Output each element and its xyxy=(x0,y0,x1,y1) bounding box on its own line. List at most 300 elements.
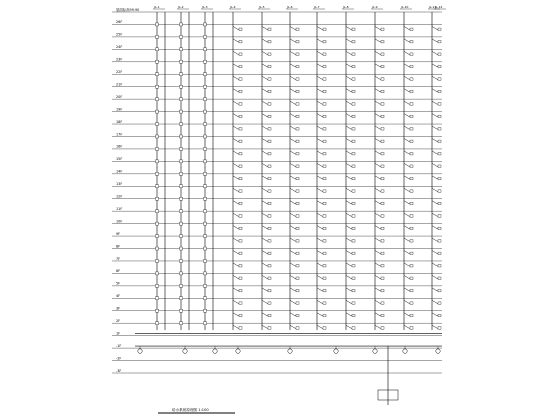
valve-icon xyxy=(438,165,441,167)
riser-tag: JL-10 xyxy=(401,5,409,9)
water-meter-icon xyxy=(180,284,183,287)
valve-icon xyxy=(323,252,326,254)
valve-icon xyxy=(323,202,326,204)
valve-icon xyxy=(239,177,242,179)
water-meter-icon xyxy=(204,284,207,287)
valve-icon xyxy=(410,265,413,267)
water-meter-icon xyxy=(156,123,159,126)
valve-icon xyxy=(268,65,271,67)
riser-tag: JL-2 xyxy=(178,5,184,9)
valve-icon xyxy=(410,277,413,279)
valve-icon xyxy=(296,128,299,130)
valve-icon xyxy=(381,277,384,279)
water-meter-icon xyxy=(156,85,159,88)
floor-label: 5F xyxy=(116,281,121,286)
valve-icon xyxy=(410,314,413,316)
floor-label: 10F xyxy=(116,219,123,224)
valve-icon xyxy=(410,53,413,55)
floor-label: 15F xyxy=(116,157,123,162)
valve-icon xyxy=(410,227,413,229)
valve-icon xyxy=(381,289,384,291)
valve-icon xyxy=(296,78,299,80)
valve-icon xyxy=(268,240,271,242)
floor-label: 1F xyxy=(116,331,121,336)
valve-icon xyxy=(296,153,299,155)
valve-icon xyxy=(239,215,242,217)
valve-icon xyxy=(410,128,413,130)
valve-icon xyxy=(268,302,271,304)
valve-icon xyxy=(410,65,413,67)
valve-icon xyxy=(323,140,326,142)
valve-icon xyxy=(410,28,413,30)
valve-icon xyxy=(323,128,326,130)
valve-icon xyxy=(268,215,271,217)
riser-tag: JL-8 xyxy=(343,5,349,9)
valve-icon xyxy=(268,53,271,55)
floor-label: -2F xyxy=(116,356,122,361)
valve-icon xyxy=(296,240,299,242)
valve-icon xyxy=(438,289,441,291)
water-meter-icon xyxy=(180,297,183,300)
valve-icon xyxy=(438,302,441,304)
valve-icon xyxy=(352,165,355,167)
water-meter-icon xyxy=(156,60,159,63)
floor-label: 8F xyxy=(116,244,121,249)
floor-label: 26F xyxy=(116,20,123,25)
valve-icon xyxy=(296,202,299,204)
valve-icon xyxy=(381,314,384,316)
water-meter-icon xyxy=(156,23,159,26)
valve-icon xyxy=(323,103,326,105)
valve-icon xyxy=(381,215,384,217)
valve-icon xyxy=(296,90,299,92)
valve-icon xyxy=(438,327,441,329)
valve-icon xyxy=(268,128,271,130)
valve-icon xyxy=(410,165,413,167)
valve-icon xyxy=(268,277,271,279)
pump-icon xyxy=(236,349,240,353)
water-meter-icon xyxy=(204,222,207,225)
water-meter-icon xyxy=(180,23,183,26)
water-meter-icon xyxy=(156,48,159,51)
valve-icon xyxy=(352,327,355,329)
floor-label: 2F xyxy=(116,319,121,324)
valve-icon xyxy=(239,153,242,155)
water-meter-icon xyxy=(204,247,207,250)
floor-label: -1F xyxy=(116,343,122,348)
valve-icon xyxy=(352,252,355,254)
valve-icon xyxy=(239,190,242,192)
floor-label: 25F xyxy=(116,32,123,37)
water-meter-icon xyxy=(204,185,207,188)
water-meter-icon xyxy=(180,259,183,262)
valve-icon xyxy=(323,28,326,30)
water-meter-icon xyxy=(180,272,183,275)
valve-icon xyxy=(438,140,441,142)
valve-icon xyxy=(438,277,441,279)
water-meter-icon xyxy=(180,85,183,88)
valve-icon xyxy=(381,240,384,242)
water-meter-icon xyxy=(156,135,159,138)
riser-tag: JL-6 xyxy=(287,5,293,9)
valve-icon xyxy=(323,240,326,242)
valve-icon xyxy=(239,40,242,42)
valve-icon xyxy=(352,103,355,105)
valve-icon xyxy=(268,165,271,167)
floor-label: 13F xyxy=(116,182,123,187)
valve-icon xyxy=(296,53,299,55)
valve-icon xyxy=(438,227,441,229)
valve-icon xyxy=(323,65,326,67)
valve-icon xyxy=(296,140,299,142)
risers xyxy=(157,12,432,330)
water-meter-icon xyxy=(156,272,159,275)
valve-icon xyxy=(381,165,384,167)
valve-icon xyxy=(381,327,384,329)
water-meter-icon xyxy=(156,197,159,200)
valve-icon xyxy=(352,115,355,117)
valve-icon xyxy=(352,78,355,80)
water-meter-icon xyxy=(180,222,183,225)
valve-icon xyxy=(352,153,355,155)
valve-icon xyxy=(438,53,441,55)
valve-icon xyxy=(323,53,326,55)
pump-icon xyxy=(183,349,187,353)
valve-icon xyxy=(438,128,441,130)
water-meter-icon xyxy=(180,35,183,38)
floor-label: 3F xyxy=(116,306,121,311)
valve-icon xyxy=(438,78,441,80)
valve-icon xyxy=(381,40,384,42)
valve-icon xyxy=(410,103,413,105)
valve-icon xyxy=(268,90,271,92)
valve-icon xyxy=(352,53,355,55)
valve-icon xyxy=(323,289,326,291)
valve-icon xyxy=(438,90,441,92)
valve-icon xyxy=(352,227,355,229)
valve-icon xyxy=(352,215,355,217)
water-meter-icon xyxy=(156,322,159,325)
water-meter-icon xyxy=(156,147,159,150)
water-meter-icon xyxy=(156,309,159,312)
valve-icon xyxy=(239,90,242,92)
valve-icon xyxy=(352,128,355,130)
valve-icon xyxy=(296,40,299,42)
valve-icon xyxy=(239,78,242,80)
valve-icon xyxy=(352,302,355,304)
water-meter-icon xyxy=(156,73,159,76)
basement-equipment xyxy=(135,334,442,405)
valve-icon xyxy=(410,302,413,304)
valve-icon xyxy=(296,165,299,167)
valve-icon xyxy=(239,115,242,117)
valve-icon xyxy=(239,327,242,329)
valve-icon xyxy=(381,90,384,92)
water-meter-icon xyxy=(204,210,207,213)
pump-icon xyxy=(334,349,338,353)
floor-label: 屋面标高99.90 xyxy=(116,7,140,12)
valve-icon xyxy=(268,28,271,30)
riser-tag: JL-3 xyxy=(202,5,208,9)
valve-icon xyxy=(352,177,355,179)
floor-label: 20F xyxy=(116,94,123,99)
water-meter-icon xyxy=(204,123,207,126)
water-meter-icon xyxy=(156,35,159,38)
valve-icon xyxy=(352,314,355,316)
valve-icon xyxy=(323,265,326,267)
water-meter-icon xyxy=(156,110,159,113)
valve-icon xyxy=(410,240,413,242)
valve-icon xyxy=(410,140,413,142)
valve-icon xyxy=(438,314,441,316)
valve-icon xyxy=(381,190,384,192)
valve-icon xyxy=(296,302,299,304)
valve-icon xyxy=(323,314,326,316)
valve-icon xyxy=(438,115,441,117)
water-meter-icon xyxy=(180,185,183,188)
water-meter-icon xyxy=(156,284,159,287)
valve-icon xyxy=(296,215,299,217)
water-meter-icon xyxy=(204,160,207,163)
valve-icon xyxy=(381,128,384,130)
valve-icon xyxy=(239,140,242,142)
valve-icon xyxy=(438,252,441,254)
valve-icon xyxy=(296,65,299,67)
valve-icon xyxy=(352,240,355,242)
valve-icon xyxy=(323,165,326,167)
floor-label: 17F xyxy=(116,132,123,137)
valve-icon xyxy=(296,265,299,267)
valve-icon xyxy=(381,227,384,229)
valve-icon xyxy=(296,327,299,329)
floor-label: 11F xyxy=(116,206,123,211)
valve-icon xyxy=(323,40,326,42)
valve-icon xyxy=(296,227,299,229)
valve-icon xyxy=(296,252,299,254)
floor-label: 21F xyxy=(116,82,123,87)
valve-icon xyxy=(323,215,326,217)
floor-label: 7F xyxy=(116,256,121,261)
valve-icon xyxy=(239,53,242,55)
valve-icon xyxy=(438,240,441,242)
water-meter-icon xyxy=(204,35,207,38)
valve-icon xyxy=(381,153,384,155)
valve-icon xyxy=(239,65,242,67)
water-meter-icon xyxy=(156,297,159,300)
valve-icon xyxy=(268,115,271,117)
floor-lines xyxy=(112,12,442,373)
valve-icon xyxy=(381,65,384,67)
valve-icon xyxy=(381,115,384,117)
valve-icon xyxy=(352,265,355,267)
valve-icon xyxy=(410,215,413,217)
valve-icon xyxy=(381,302,384,304)
valve-icon xyxy=(381,202,384,204)
valve-icon xyxy=(268,314,271,316)
valve-icon xyxy=(296,277,299,279)
water-meter-icon xyxy=(204,147,207,150)
valve-icon xyxy=(268,140,271,142)
riser-tag: JL-5 xyxy=(259,5,265,9)
water-meter-icon xyxy=(180,322,183,325)
water-meter-icon xyxy=(204,322,207,325)
water-meter-icon xyxy=(156,222,159,225)
valve-icon xyxy=(381,53,384,55)
valve-icon xyxy=(381,103,384,105)
valve-icon xyxy=(352,277,355,279)
valve-icon xyxy=(296,115,299,117)
valve-icon xyxy=(323,327,326,329)
water-meter-icon xyxy=(204,272,207,275)
valve-icon xyxy=(410,78,413,80)
valve-icon xyxy=(438,265,441,267)
valve-icon xyxy=(410,90,413,92)
valve-icon xyxy=(268,327,271,329)
riser-tag: JL-11 xyxy=(429,5,437,9)
water-meter-icon xyxy=(180,160,183,163)
water-meter-icon xyxy=(156,259,159,262)
valve-icon xyxy=(268,78,271,80)
water-meter-icon xyxy=(204,235,207,238)
riser-tags xyxy=(153,5,446,9)
valve-icon xyxy=(239,277,242,279)
floor-label: 9F xyxy=(116,231,121,236)
water-meter-icon xyxy=(156,98,159,101)
water-meter-icon xyxy=(204,259,207,262)
valve-icon xyxy=(323,177,326,179)
floor-label: 23F xyxy=(116,57,123,62)
valve-icon xyxy=(268,252,271,254)
valve-icon xyxy=(268,202,271,204)
water-meter-icon xyxy=(204,297,207,300)
water-meter-icon xyxy=(180,48,183,51)
valve-icon xyxy=(410,289,413,291)
valve-icon xyxy=(239,314,242,316)
water-meter-icon xyxy=(204,73,207,76)
water-meter-icon xyxy=(204,135,207,138)
riser-tag: JL-4 xyxy=(230,5,236,9)
valve-icon xyxy=(438,202,441,204)
valve-icon xyxy=(410,40,413,42)
valve-icon xyxy=(438,215,441,217)
water-meter-icon xyxy=(204,172,207,175)
valve-icon xyxy=(296,28,299,30)
valve-icon xyxy=(239,28,242,30)
valve-icon xyxy=(323,277,326,279)
valve-icon xyxy=(438,28,441,30)
floor-label: 22F xyxy=(116,70,123,75)
riser-tag: JL-9 xyxy=(372,5,378,9)
valve-icon xyxy=(438,40,441,42)
water-meter-icon xyxy=(180,247,183,250)
valve-icon xyxy=(268,265,271,267)
valve-icon xyxy=(268,103,271,105)
valve-icon xyxy=(410,252,413,254)
valve-icon xyxy=(381,177,384,179)
floor-label: 19F xyxy=(116,107,123,112)
floor-label: 12F xyxy=(116,194,123,199)
valve-icon xyxy=(438,177,441,179)
valve-icon xyxy=(381,265,384,267)
water-meter-icon xyxy=(156,185,159,188)
water-meter-icon xyxy=(204,23,207,26)
floor-label: 18F xyxy=(116,119,123,124)
valve-icon xyxy=(323,78,326,80)
water-meter-icon xyxy=(180,73,183,76)
valve-icon xyxy=(296,314,299,316)
valve-icon xyxy=(352,28,355,30)
valve-icon xyxy=(352,140,355,142)
water-meter-icon xyxy=(180,123,183,126)
valve-icon xyxy=(268,40,271,42)
water-meter-icon xyxy=(204,110,207,113)
water-meter-icon xyxy=(180,147,183,150)
valve-icon xyxy=(323,190,326,192)
valve-icon xyxy=(352,65,355,67)
drawing-caption: 给水系统原理图 1:100 xyxy=(172,408,209,412)
valve-icon xyxy=(239,252,242,254)
water-meter-icon xyxy=(180,98,183,101)
pump-icon xyxy=(373,349,377,353)
water-meter-icon xyxy=(156,160,159,163)
valve-icon xyxy=(268,153,271,155)
valve-icon xyxy=(410,327,413,329)
water-meter-icon xyxy=(204,197,207,200)
water-meter-icon xyxy=(180,309,183,312)
floor-label: -3F xyxy=(116,368,122,373)
valve-icon xyxy=(352,289,355,291)
pump-icon xyxy=(213,349,217,353)
water-meter-icon xyxy=(156,247,159,250)
water-meter-icon xyxy=(180,172,183,175)
valve-icon xyxy=(239,103,242,105)
water-meter-icon xyxy=(156,172,159,175)
water-meter-icon xyxy=(180,210,183,213)
water-meter-icon xyxy=(180,235,183,238)
valve-icon xyxy=(410,153,413,155)
valve-icon xyxy=(410,115,413,117)
valve-icon xyxy=(268,289,271,291)
valve-icon xyxy=(323,115,326,117)
valve-icon xyxy=(438,65,441,67)
water-meter-icon xyxy=(180,60,183,63)
water-meter-icon xyxy=(180,110,183,113)
valve-icon xyxy=(296,103,299,105)
floor-label: 16F xyxy=(116,144,123,149)
valve-icon xyxy=(239,289,242,291)
valve-icon xyxy=(381,140,384,142)
water-meter-icon xyxy=(180,135,183,138)
valve-icon xyxy=(323,227,326,229)
valve-icon xyxy=(410,202,413,204)
floor-label: 14F xyxy=(116,169,123,174)
water-meter-icon xyxy=(156,235,159,238)
valve-icon xyxy=(381,78,384,80)
pump-icon xyxy=(403,349,407,353)
valve-icon xyxy=(352,190,355,192)
valve-icon xyxy=(239,302,242,304)
floor-label: 24F xyxy=(116,45,123,50)
riser-tag: JL-12 xyxy=(435,5,443,9)
pump-icon xyxy=(436,349,440,353)
water-meter-icon xyxy=(156,210,159,213)
valve-icon xyxy=(352,90,355,92)
valve-icon xyxy=(410,177,413,179)
valve-icon xyxy=(438,190,441,192)
valve-icon xyxy=(381,28,384,30)
valve-icon xyxy=(268,190,271,192)
valve-icon xyxy=(239,227,242,229)
